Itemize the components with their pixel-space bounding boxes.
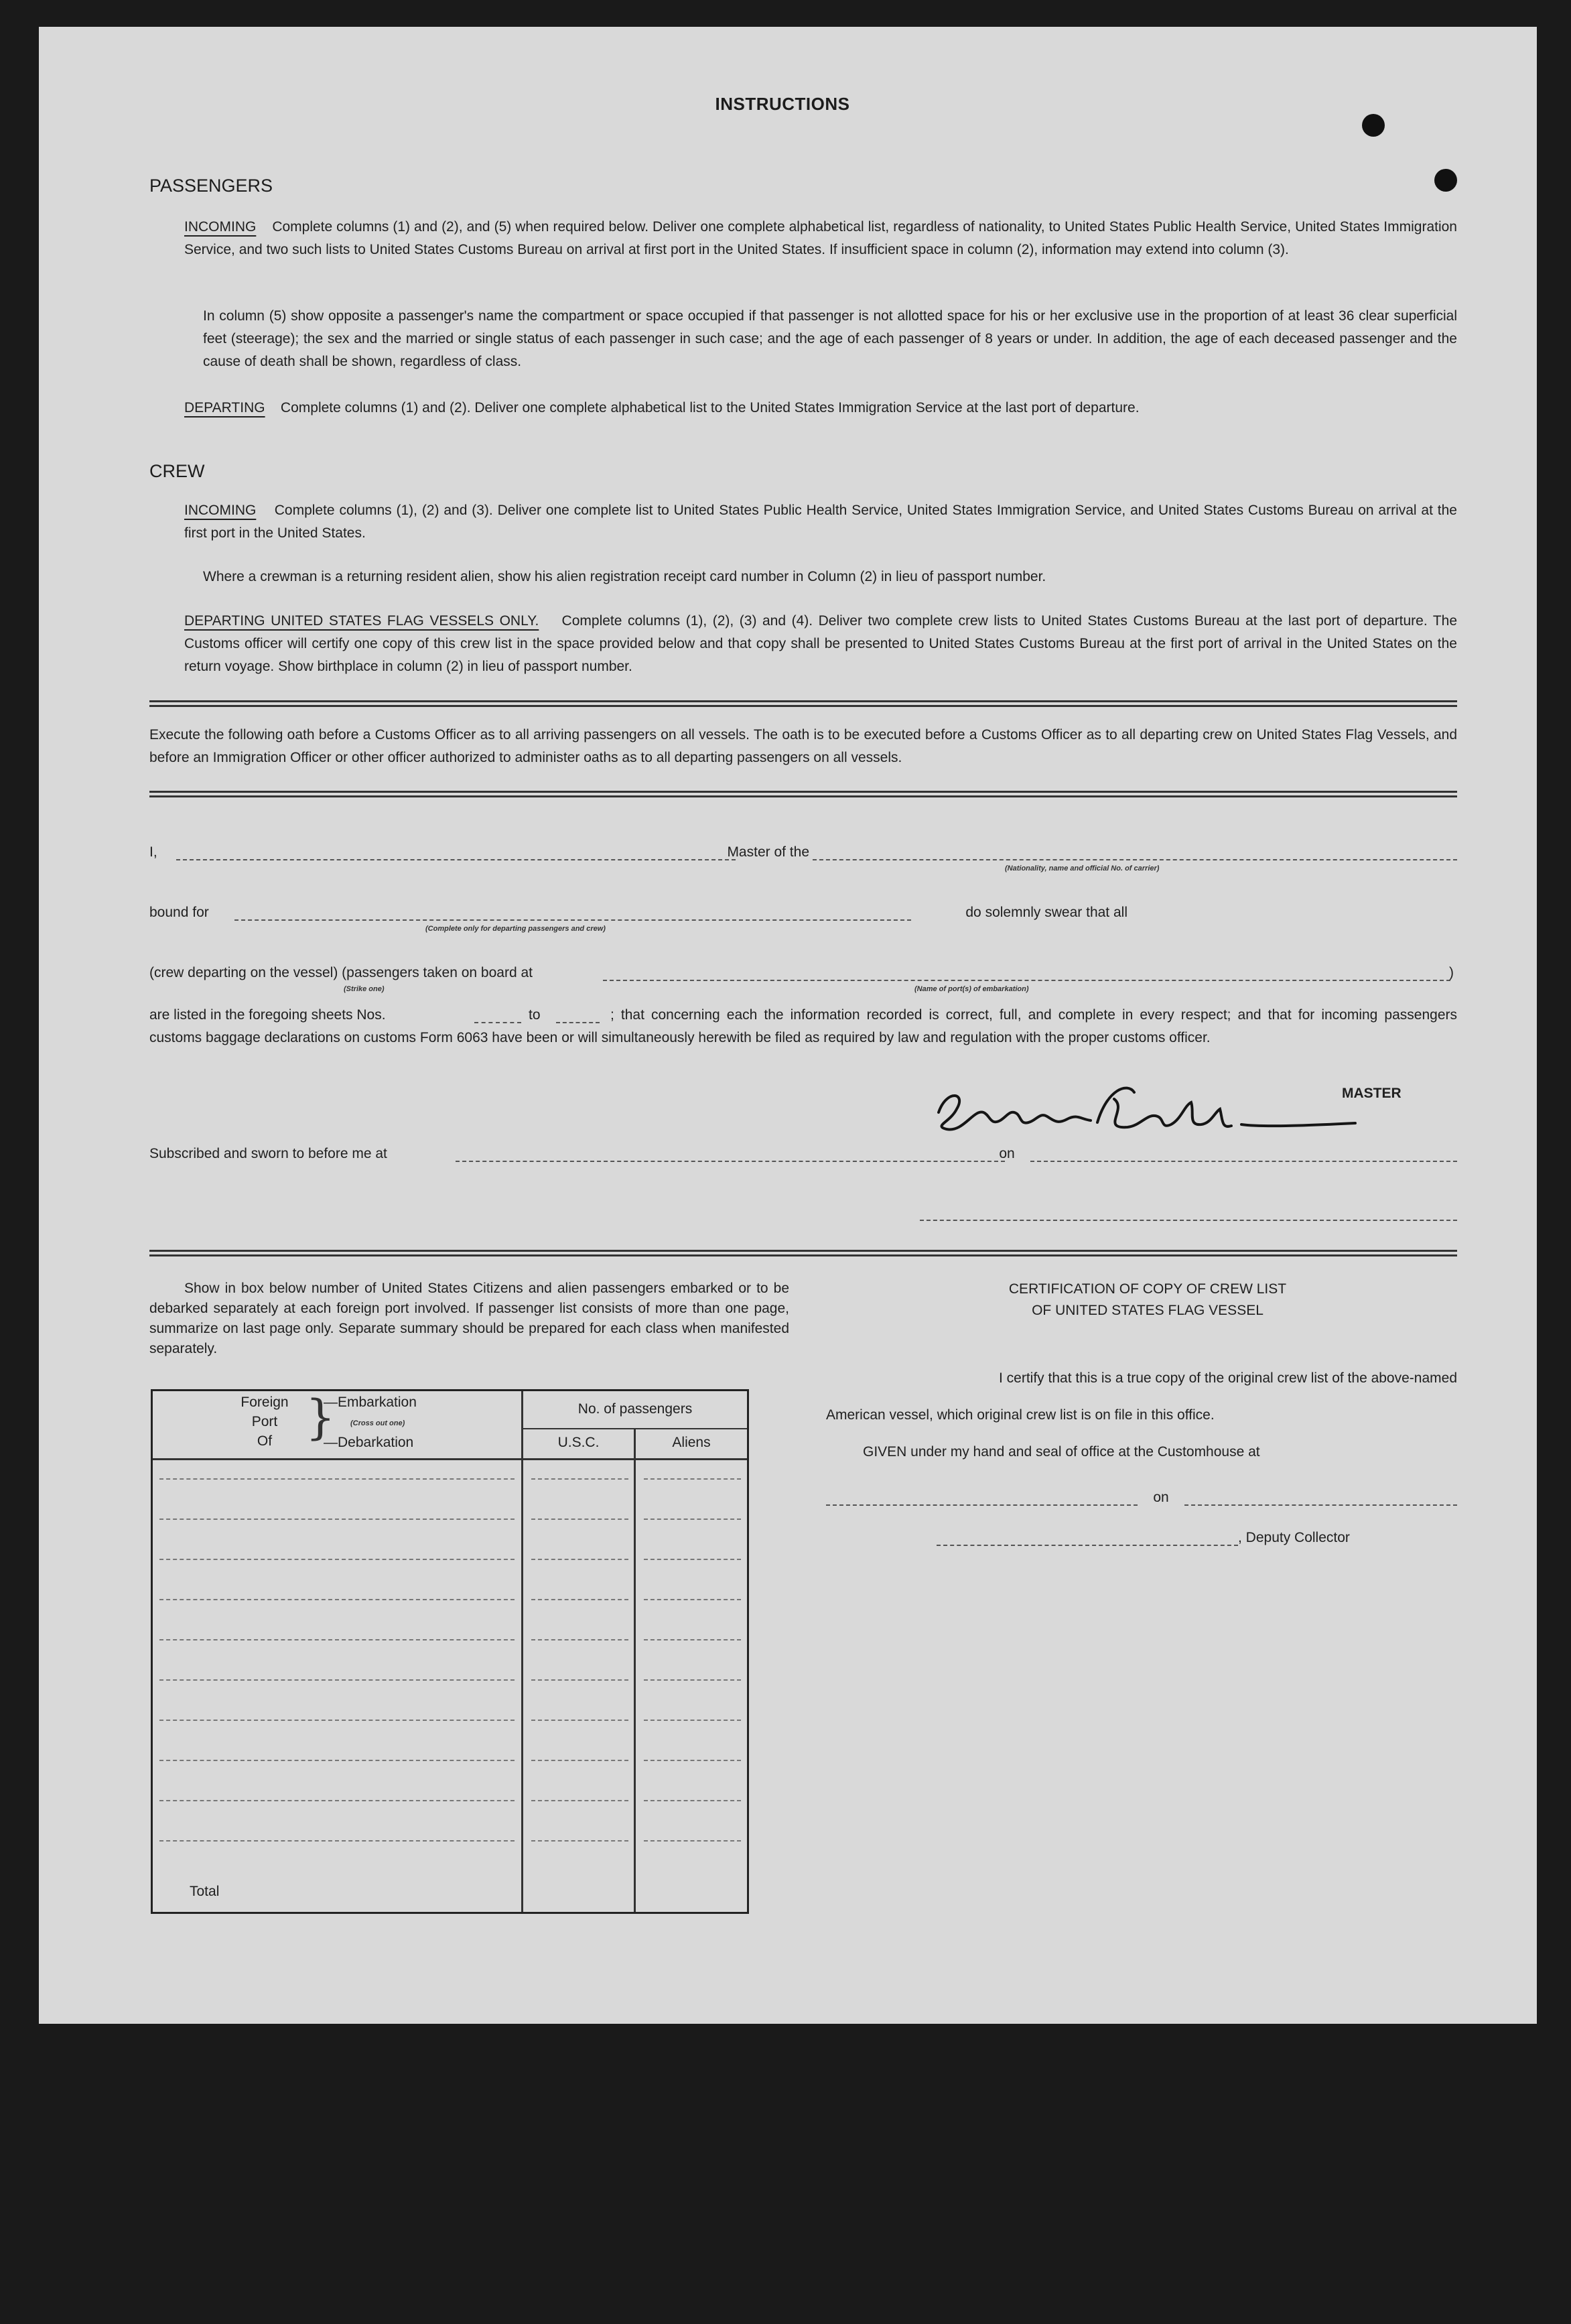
- debarkation-label: —Debarkation: [324, 1435, 414, 1450]
- crew-passengers-label: (crew departing on the vessel) (passengers taken on board at: [149, 965, 533, 980]
- deputy-signature-field[interactable]: [937, 1545, 1238, 1546]
- table-entry-line[interactable]: [531, 1679, 628, 1681]
- strike-caption: (Strike one): [344, 985, 385, 993]
- table-entry-line[interactable]: [644, 1840, 741, 1842]
- table-entry-line[interactable]: [159, 1840, 515, 1842]
- embarkation-label: —Embarkation: [324, 1395, 417, 1410]
- subscribed-label: Subscribed and sworn to before me at: [149, 1146, 387, 1161]
- certify-text-1: I certify that this is a true copy of the original crew list of the above-named: [999, 1370, 1457, 1386]
- carrier-field[interactable]: [813, 859, 1457, 860]
- cert-on-label: on: [1153, 1490, 1169, 1505]
- table-entry-line[interactable]: [159, 1599, 515, 1600]
- table-entry-line[interactable]: [644, 1720, 741, 1721]
- close-paren: ): [1449, 965, 1454, 980]
- master-name-field[interactable]: [176, 859, 736, 860]
- passengers-departing-text: Complete columns (1) and (2). Deliver one complete alphabetical list to the United States Immigration Service at the last port of departure.: [280, 400, 1140, 415]
- officer-signature-field[interactable]: [920, 1220, 1457, 1221]
- crew-resident-instruction: Where a crewman is a returning resident alien, show his alien registration receipt card number in Column (2) in lieu of passport number.: [203, 569, 1046, 584]
- section-divider: [149, 1250, 1457, 1256]
- customhouse-field[interactable]: [826, 1504, 1138, 1506]
- swear-label: do solemnly swear that all: [965, 905, 1128, 920]
- passengers-heading: PASSENGERS: [149, 176, 273, 196]
- form-page: [39, 27, 1537, 2024]
- master-signature: [927, 1072, 1369, 1146]
- table-divider: [153, 1458, 747, 1460]
- table-entry-line[interactable]: [644, 1800, 741, 1801]
- passengers-incoming-text: Complete columns (1) and (2), and (5) when required below. Deliver one complete alphabetical list, regardless of nationality, to United States Public Health Service, United States Immigration Service, and two such lists to United States Customs Bureau on arrival at first port in the United States. If insufficient space in column (2), information may extend into column (3).: [184, 219, 1457, 257]
- section-divider: [149, 700, 1457, 707]
- table-entry-line[interactable]: [531, 1519, 628, 1520]
- total-label: Total: [190, 1884, 220, 1899]
- table-entry-line[interactable]: [531, 1840, 628, 1842]
- sworn-place-field[interactable]: [456, 1161, 1005, 1162]
- master-of-label: Master of the: [727, 844, 809, 860]
- table-entry-line[interactable]: [159, 1639, 515, 1640]
- brace-glyph: }: [305, 1390, 336, 1445]
- crew-departing: [184, 610, 1457, 678]
- nationality-caption: (Nationality, name and official No. of carrier): [1005, 864, 1160, 873]
- table-entry-line[interactable]: [644, 1559, 741, 1560]
- table-entry-line[interactable]: [644, 1599, 741, 1600]
- crew-incoming-text: Complete columns (1), (2) and (3). Deliver one complete list to United States Public Health Service, United States Immigration Service, and United States Customs Bureau on arrival at the first port in the United States.: [184, 503, 1457, 541]
- cert-date-field[interactable]: [1184, 1504, 1457, 1506]
- punch-hole: [1362, 114, 1385, 137]
- passenger-summary-table: [151, 1389, 749, 1914]
- certification-title-line2: OF UNITED STATES FLAG VESSEL: [1032, 1303, 1263, 1318]
- crew-incoming-label: INCOMING: [184, 503, 257, 518]
- table-entry-line[interactable]: [159, 1760, 515, 1761]
- oath-i-label: I,: [149, 844, 157, 860]
- ports-caption: (Name of port(s) of embarkation): [914, 985, 1029, 993]
- crew-heading: CREW: [149, 461, 205, 481]
- crew-incoming: [184, 499, 1457, 545]
- oath-instruction: Execute the following oath before a Customs Officer as to all arriving passengers on all vessels. The oath is to be executed before a Customs Officer as to all departing crew on United States Flag Vessels, and before an Immigration Officer or other officer authorized to administer oaths as to all departing passengers on all vessels.: [149, 727, 1457, 765]
- table-entry-line[interactable]: [644, 1478, 741, 1480]
- foreign-label: Foreign: [241, 1395, 289, 1410]
- certification-title: [826, 1279, 1469, 1321]
- listed-label: are listed in the foregoing sheets Nos.: [149, 1007, 386, 1023]
- bound-for-label: bound for: [149, 905, 209, 920]
- deputy-collector-label: , Deputy Collector: [1238, 1530, 1350, 1545]
- table-divider: [634, 1428, 636, 1912]
- table-entry-line[interactable]: [531, 1760, 628, 1761]
- passengers-incoming-label: INCOMING: [184, 219, 257, 235]
- table-entry-line[interactable]: [531, 1720, 628, 1721]
- table-entry-line[interactable]: [644, 1639, 741, 1640]
- table-divider: [521, 1391, 523, 1912]
- sworn-date-field[interactable]: [1030, 1161, 1457, 1162]
- table-entry-line[interactable]: [159, 1559, 515, 1560]
- passengers-departing-label: DEPARTING: [184, 400, 265, 415]
- aliens-header: Aliens: [672, 1435, 711, 1450]
- table-entry-line[interactable]: [531, 1599, 628, 1600]
- port-label: Port: [251, 1414, 278, 1429]
- table-entry-line[interactable]: [159, 1720, 515, 1721]
- master-label: MASTER: [1342, 1086, 1402, 1101]
- table-entry-line[interactable]: [159, 1800, 515, 1801]
- embarkation-ports-field[interactable]: [603, 980, 1450, 981]
- bound-caption: (Complete only for departing passengers and crew): [425, 925, 606, 933]
- punch-hole: [1434, 169, 1457, 192]
- bound-for-field[interactable]: [234, 919, 911, 921]
- table-divider: [521, 1428, 747, 1429]
- passengers-incoming: [184, 216, 1457, 261]
- table-entry-line[interactable]: [531, 1639, 628, 1640]
- table-entry-line[interactable]: [159, 1679, 515, 1681]
- usc-header: U.S.C.: [557, 1435, 600, 1450]
- table-entry-line[interactable]: [644, 1760, 741, 1761]
- to-label: to: [529, 1007, 541, 1023]
- given-text: GIVEN under my hand and seal of office at the Customhouse at: [863, 1444, 1260, 1460]
- passengers-departing: [184, 397, 1457, 419]
- table-entry-line[interactable]: [531, 1800, 628, 1801]
- certify-text-2: American vessel, which original crew list is on file in this office.: [826, 1407, 1215, 1423]
- sworn-on-label: on: [999, 1146, 1015, 1161]
- table-entry-line[interactable]: [644, 1519, 741, 1520]
- listed-rest: ; that concerning each the information recorded is correct, full, and complete in every respect; and that for incoming passengers customs baggage declarations on customs Form 6063 have been or will simultaneously herewith be filed as required by law and regulation with the proper customs officer.: [149, 1007, 1457, 1045]
- table-entry-line[interactable]: [531, 1478, 628, 1480]
- foreign-port-label: [228, 1393, 301, 1451]
- table-entry-line[interactable]: [644, 1679, 741, 1681]
- table-entry-line[interactable]: [159, 1519, 515, 1520]
- of-label: Of: [257, 1433, 273, 1449]
- summary-instruction: Show in box below number of United States Citizens and alien passengers embarked or to be debarked separately at each foreign port involved. If passenger list consists of more than one page, summarize on last page only. Separate summary should be prepared for each class when manifested separately.: [149, 1281, 789, 1356]
- no-passengers-header: No. of passengers: [577, 1401, 693, 1417]
- table-entry-line[interactable]: [159, 1478, 515, 1480]
- crew-departing-text: Complete columns (1), (2), (3) and (4). Deliver two complete crew lists to United States Customs Bureau at the last port of departure. The Customs officer will certify one copy of this crew list in the space provided below and that copy shall be presented to United States Customs Bureau at the first port of arrival in the United States on the return voyage. Show birthplace in column (2) in lieu of passport number.: [184, 613, 1458, 674]
- column5-instruction: In column (5) show opposite a passenger's name the compartment or space occupied if that passenger is not allotted space for his or her exclusive use in the proportion of at least 36 clear superficial feet (steerage); the sex and the married or single status of each passenger in such case; and the age of each passenger of 8 years or under. In addition, the age of each deceased passenger and the cause of death shall be shown, regardless of class.: [203, 308, 1457, 369]
- section-divider: [149, 791, 1457, 797]
- page-title: INSTRUCTIONS: [715, 94, 850, 114]
- crew-departing-label: DEPARTING UNITED STATES FLAG VESSELS ONLY.: [184, 613, 539, 629]
- cross-out-caption: (Cross out one): [350, 1419, 405, 1427]
- table-entry-line[interactable]: [531, 1559, 628, 1560]
- certification-title-line1: CERTIFICATION OF COPY OF CREW LIST: [1008, 1281, 1287, 1297]
